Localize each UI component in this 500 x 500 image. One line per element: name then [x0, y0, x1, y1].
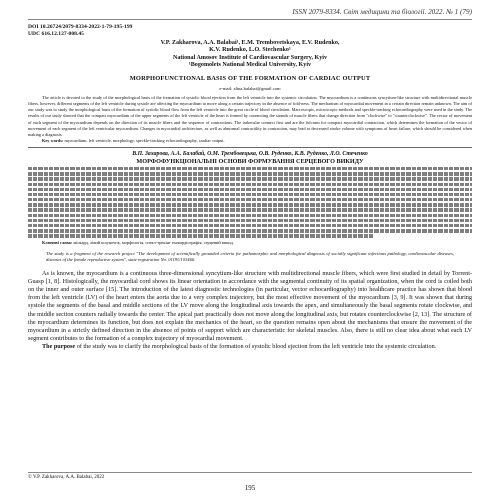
journal-page — [28, 6, 472, 494]
body-paragraph-1: As is known, the myocardium is a continuous three-dimensional syncytium-like structure with multidirectional muscle fibers, which were first studied in detail by Torrent-Guasp [1, 8]. Histologically, the myocardial cord shows its linear orientation in accordance with the segmental continuity of its spatial organization, when the cord is coiled both on the inner and outer surface [15]. The introduction of the latest diagnostic technologies (in particular, vector echocardiography) into healthcare practice has shown that blood from the left ventricle (LV) of the heart enters the aorta due to a very complex trajectory, but the most effective movement of the myocardium [3, 9]. It was shown that during systole the segments of the basal and middle sections of the LV move along the longitudinal axis towards the apex, and simultaneously the basal segments rotate clockwise, and the middle section counters radially towards the center. The apical part practically does not move along the longitudinal axis, but rotates counterclockwise [2, 13]. The structure of the myocardium determines its function, but does not explain the mechanics of the heart, so the question remains open about the mechanisms that ensure the movement of the myocardium in a strictly defined direction in the absence of points of support which are characteristic for skeletal muscles. Also, there is still no clear idea about what each LV segment contributes to the formation of a complex trajectory of myocardial movement. — [28, 269, 472, 343]
ua-text-line — [28, 167, 472, 170]
ua-keywords-line — [28, 240, 472, 246]
ua-text-line — [28, 183, 472, 186]
ua-abstract-lines — [28, 167, 472, 245]
footer-rule — [28, 472, 472, 473]
keywords-line — [28, 138, 472, 144]
article-metadata — [28, 24, 472, 38]
page-number: 195 — [244, 484, 256, 492]
copyright-line: © V.P. Zakharova, A.A. Balabai, 2022 — [28, 475, 105, 480]
doi-line: DOI 10.26724/2079-8334-2022-1-79-195-199 — [28, 24, 133, 30]
abstract-section — [28, 95, 472, 144]
article-title: MORPHOFUNCTIONAL BASIS OF THE FORMATION OF CARDIAC OUTPUT — [129, 75, 371, 83]
ua-text-line — [28, 224, 472, 227]
running-head-text: ISSN 2079-8334. Світ медицини та біології. 2022. № 1 (79) — [292, 8, 472, 16]
ua-text-line — [28, 172, 472, 175]
ua-title: МОРФОФУНКЦІОНАЛЬНІ ОСНОВИ ФОРМУВАННЯ СЕРЦЕВОГО ВИКИДУ — [136, 157, 364, 165]
ua-text-line — [28, 203, 472, 206]
keywords-text: myocardium, left ventricle, morphology, speckle-tracking echocardiography, cardiac output. — [64, 137, 225, 143]
authors-line-2: K.V. Rudenko, L.O. Stechenko¹ — [209, 47, 291, 54]
authors-line-1: V.P. Zakharova, A.A. Balabai¹, E.M. Trembovetskaya, E.V. Rudenko, — [160, 40, 340, 46]
ua-text-line — [28, 214, 472, 217]
contact-email: e-mail: alina.balabai@gmail.com — [219, 86, 281, 92]
ukrainian-abstract — [28, 151, 472, 245]
ua-text-line — [28, 219, 472, 222]
affiliation-2: ¹Bogomolets National Medical University, Kyiv — [188, 61, 312, 68]
affiliation-1: National Amosov Institute of Cardiovascular Surgery, Kyiv — [172, 54, 328, 61]
running-header — [28, 6, 472, 20]
udc-line: UDC 616.12.127-008.45 — [28, 31, 84, 37]
ua-text-line — [28, 188, 472, 191]
abstract-text: The article is devoted to the study of the morphological basis of the formation of systolic blood ejection from the left ventricle into the systemic circulation. The myocardium is a continuous syncytium-like structure with multidirectional muscle fibers, however, different segments of the left ventricle during systole are affecting the myocardium to move along a certain trajectory in the absence of fold-ness. The mechanism of myocardial movement in a certain direction remain unknown. The aim of our study was to study the morphological basis of the formation of systolic blood flow from the left ventricle into the great circle of blood circulation. Macroscopic, microscopic methods and speckle-tracking echocardiography were used in the study. The results of our study showed that the compact myocardium of the upper segments of the left ventricle of the heart is formed by connecting the strands of muscle fibers that change direction from "clockwise" to "counterclockwise". The vector of movement of each segment of the myocardium depends on the direction of its muscle fibers and the sequence of contractions. The trabecular connect first and are the fulcrum for compact myocardial contraction, which determines the formation of the vector of movement of each segment of the left ventricular myocardium. Changes in myocardial architecture, as well as abnormal contractility in contraction, may lead to decreased stroke volume with symptoms of heart failure, which should be considered when making a diagnosis. — [28, 95, 472, 137]
ua-text-line — [28, 193, 472, 196]
ua-text-line — [28, 177, 472, 180]
ua-text-line — [28, 229, 472, 232]
ua-text-line — [28, 234, 374, 237]
header-rule — [28, 19, 472, 20]
body-paragraph-2 — [28, 343, 472, 351]
page-footer — [28, 472, 472, 492]
ua-keywords-text: міокард, лівий шлуночок, морфологія, спекл-трекінг ехокардіографія, серцевий викид. — [73, 239, 234, 245]
purpose-text: of the study was to clarify the morphological basis of the formation of systolic blood ejection from the left ventricle into the systemic circulation. — [76, 343, 437, 351]
section-separator — [28, 147, 472, 148]
funding-footnote: The study is a fragment of the research project "The development of scientifically grounded criteria for pathomorphic and morphological diagnosis of socially significant infectious pathology, cardiovascular diseases, diseases of the female reproductive system", state registration No. 0119U103466. — [46, 251, 454, 263]
ua-keywords-label: Ключові слова: — [42, 239, 73, 245]
ua-text-line — [28, 208, 472, 211]
ua-text-line — [28, 198, 472, 201]
author-block — [28, 40, 472, 69]
purpose-label: The purpose — [42, 343, 76, 351]
article-body — [28, 270, 472, 352]
ua-authors: В.П. Захарова, А.А. Балабай, О.М. Трембовецька, О.В. Руденко, К.В. Руденко, Л.О. Стеченко — [132, 150, 368, 157]
keywords-label: Key words: — [42, 137, 64, 143]
